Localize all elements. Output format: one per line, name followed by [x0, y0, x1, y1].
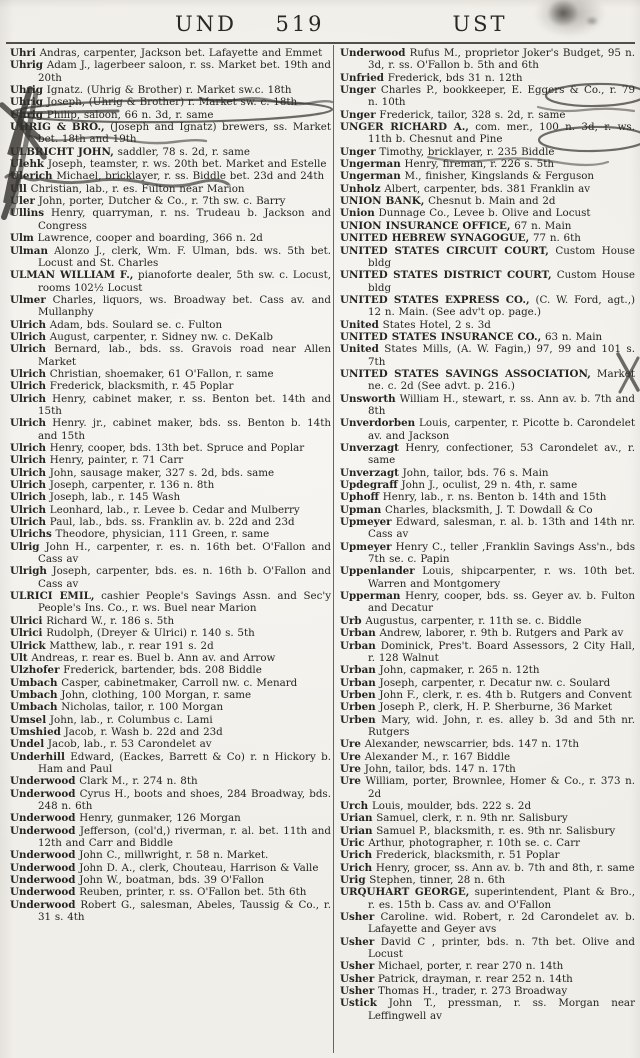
directory-entry: Unger Timothy, bricklayer, r. 235 Biddle — [340, 145, 555, 158]
entry-name: Uhrig — [10, 59, 44, 72]
directory-entry: UNITED STATES EXPRESS CO., (C. W. Ford, agt.,) 12 n. Main. (See adv't op. page.) — [340, 293, 635, 319]
entry-name: URQUHART GEORGE, — [340, 886, 470, 899]
directory-entry: UNITED STATES DISTRICT COURT, Custom House bldg — [340, 269, 635, 294]
entry-name: Uric — [340, 837, 365, 849]
directory-entry: Ulrich Bernard, lab., bds. ss. Gravois road near Allen Market — [10, 343, 331, 368]
entry-name: United — [340, 343, 379, 356]
directory-entry: UHRIG & BRO., (Joseph and Ignatz) brewers, ss. Market bet. 18th and 19th — [10, 121, 331, 146]
entry-name: Ulrich — [10, 454, 46, 467]
directory-entry: Urben Mary, wid. John, r. es. alley b. 3d and 5th nr. Rutgers — [340, 713, 635, 738]
entry-name: Ullins — [10, 207, 44, 220]
directory-entry: Underwood Robert G., salesman, Abeles, Taussig & Co., r. 31 s. 4th — [10, 898, 331, 924]
directory-entry: Ulehk Joseph, teamster, r. ws. 20th bet. Market and Estelle — [10, 158, 327, 171]
entry-name: Uphoff — [340, 491, 379, 504]
directory-entry: Urban Andrew, laborer, r. 9th b. Rutgers and Park av — [340, 627, 624, 640]
header-rule — [6, 42, 635, 44]
entry-name: Ure — [340, 738, 361, 751]
directory-entry: United States Hotel, 2 s. 3d — [340, 318, 491, 331]
directory-entry: Uhri Andras, carpenter, Jackson bet. Lafayette and Emmet — [10, 47, 323, 59]
entry-name: Unverdorben — [340, 417, 416, 430]
entry-name: Usher — [340, 911, 375, 924]
entry-name: Usher — [340, 985, 375, 998]
directory-entry: Ulrici Rudolph, (Dreyer & Ulrici) r. 140 s. 5th — [10, 627, 255, 640]
directory-entry: Urban Dominick, Pres't. Board Assessors, 2 City Hall, r. 128 Walnut — [340, 639, 635, 664]
directory-entry: Ulrich Joseph, carpenter, r. 136 n. 8th — [10, 479, 215, 492]
directory-entry: Underwood John C., millwright, r. 58 n. Market. — [10, 849, 269, 862]
directory-entry: Urben Joseph P., clerk, H. P. Sherburne, 36 Market — [340, 701, 613, 714]
entry-name: Ure — [340, 750, 361, 763]
entry-name: Urch — [340, 799, 369, 812]
ink-smudge-speck — [585, 16, 599, 26]
entry-name: Uhrig — [10, 96, 44, 109]
entry-name: Uhrig — [10, 108, 44, 121]
directory-entry: Uric Arthur, photographer, r. 10th se. c. Carr — [340, 837, 581, 849]
entry-name: Upmeyer — [340, 516, 392, 529]
directory-entry: Ulrich Adam, bds. Soulard se. c. Fulton — [10, 318, 223, 331]
directory-entry: Underwood Cyrus H., boots and shoes, 284 Broadway, bds. 248 n. 6th — [10, 787, 331, 812]
directory-entry: Ulzhofer Frederick, bartender, bds. 208 Biddle — [10, 664, 262, 677]
directory-entry: Upman Charles, blacksmith, J. T. Dowdall & Co — [340, 503, 593, 516]
directory-entry: Urig Stephen, tinner, 28 n. 6th — [340, 874, 506, 887]
directory-entry: Ure Alexander M., r. 167 Biddle — [340, 750, 511, 763]
entry-name: Ulehk — [10, 158, 45, 171]
entry-name: Umbach — [10, 701, 58, 714]
directory-entry: Ulrich Joseph, lab., r. 145 Wash — [10, 491, 181, 504]
entry-name: Underwood — [10, 824, 76, 837]
directory-entry: Ulrich Paul, lab., bds. ss. Franklin av. b. 22d and 23d — [10, 516, 295, 529]
directory-entry: Ulrich Frederick, blacksmith, r. 45 Poplar — [10, 380, 234, 393]
directory-entry: Ulmer Charles, liquors, ws. Broadway bet. Cass av. and Mullanphy — [10, 293, 331, 319]
entry-name: Unsworth — [340, 392, 396, 405]
directory-entry: Umbach John, clothing, 100 Morgan, r. same — [10, 688, 252, 701]
entry-name: Ulm — [10, 232, 34, 245]
directory-entry: Unsworth William H., stewart, r. ss. Ann av. b. 7th and 8th — [340, 392, 635, 417]
entry-name: Urian — [340, 812, 373, 825]
entry-name: Ulerich — [10, 170, 53, 183]
entry-name: Urban — [340, 639, 376, 652]
entry-name: Upman — [340, 503, 382, 516]
entry-name: Ulrick — [10, 639, 46, 652]
directory-entry: Uler John, porter, Dutcher & Co., r. 7th sw. c. Barry — [10, 195, 286, 208]
directory-entry: Underwood Rufus M., proprietor Joker's Budget, 95 n. 3d, r. ss. O'Fallon b. 5th and 6th — [340, 47, 635, 72]
entry-name: Unfried — [340, 71, 384, 84]
entry-name: Umshied — [10, 725, 61, 738]
entry-name: Underwood — [10, 775, 76, 788]
entry-name: Underwood — [10, 849, 76, 862]
entry-name: UHRIG & BRO., — [10, 121, 105, 134]
directory-entry: Underwood Henry, gunmaker, 126 Morgan — [10, 812, 241, 825]
entry-name: Ure — [340, 762, 361, 775]
entry-name: UNITED STATES DISTRICT COURT, — [340, 269, 552, 282]
entry-name: UNITED STATES EXPRESS CO., — [340, 293, 530, 306]
entry-name: Ulrici — [10, 614, 43, 627]
directory-entry: Undel Jacob, lab., r. 53 Carondelet av — [10, 738, 212, 751]
entry-name: Ulrich — [10, 367, 46, 380]
directory-entry: Unfried Frederick, bds 31 n. 12th — [340, 71, 523, 84]
directory-entry: Underwood Reuben, printer, r. ss. O'Fallon bet. 5th 6th — [10, 886, 307, 899]
directory-entry: Urban Joseph, carpenter, r. Decatur nw. c. Soulard — [340, 676, 611, 689]
entry-name: Union — [340, 207, 375, 220]
directory-entry: Ulerich Michael, bricklayer, r. ss. Biddle bet. 23d and 24th — [10, 170, 325, 183]
entry-name: Unger — [340, 108, 376, 121]
entry-name: Urig — [340, 874, 366, 887]
directory-entry: Ulman Alonzo J., clerk, Wm. F. Ulman, bds. ws. 5th bet. Locust and St. Charles — [10, 244, 331, 269]
directory-entry: Unholz Albert, carpenter, bds. 381 Franklin av — [340, 182, 591, 195]
directory-entry: Underwood Clark M., r. 274 n. 8th — [10, 775, 198, 788]
entry-name: UNITED HEBREW SYNAGOGUE, — [340, 232, 530, 245]
entry-name: UNITED STATES SAVINGS ASSOCIATION, — [340, 367, 591, 380]
directory-entry: Ure John, tailor, bds. 147 n. 17th — [340, 762, 516, 775]
entry-name: Updegraff — [340, 479, 398, 492]
entry-name: Ulrich — [10, 330, 46, 343]
directory-entry: ULRICI EMIL, cashier People's Savings Assn. and Sec'y People's Ins. Co., r. ws. Buel near Marion — [10, 590, 332, 615]
directory-entry: Unger Frederick, tailor, 328 s. 2d, r. same — [340, 108, 566, 121]
entry-name: Ulrich — [10, 380, 46, 393]
entry-name: Ulrich — [10, 466, 46, 479]
directory-entry: UNGER RICHARD A., com. mer., 100 n. 3d, r. ws. 11th b. Chesnut and Pine — [340, 121, 635, 146]
directory-entry: Ulrich John, sausage maker, 327 s. 2d, bds. same — [10, 466, 275, 479]
directory-entry: UNION BANK, Chesnut b. Main and 2d — [340, 195, 556, 208]
directory-entry: Uhrig Philip, saloon, 66 n. 3d, r. same — [10, 108, 214, 121]
directory-entry: Urben John F., clerk, r. es. 4th b. Rutgers and Convent — [340, 688, 632, 701]
entry-name: Urban — [340, 676, 376, 689]
directory-entry: Underwood John W., boatman, bds. 39 O'Fallon — [10, 874, 265, 887]
entry-name: Umbach — [10, 688, 58, 701]
directory-entry: Uhrig Adam J., lagerbeer saloon, r. ss. Market bet. 19th and 20th — [10, 59, 331, 84]
directory-entry: Ulrich Leonhard, lab., r. Levee b. Cedar and Mulberry — [10, 503, 300, 516]
directory-entry: Ulrig John H., carpenter, r. es. n. 16th bet. O'Fallon and Cass av — [10, 540, 331, 566]
directory-entry: Uhrig Joseph, (Uhrig & Brother) r. Market sw. c. 18th — [10, 96, 298, 109]
entry-name: Unger — [340, 84, 376, 97]
directory-entry: Umsel John, lab., r. Columbus c. Lami — [10, 713, 213, 726]
entry-name: Ulrich — [10, 343, 46, 356]
directory-entry: Ulrich Henry, painter, r. 71 Carr — [10, 454, 184, 467]
entry-name: ULRICI EMIL, — [10, 590, 95, 603]
directory-entry: Ult Andreas, r. rear es. Buel b. Ann av. and Arrow — [10, 651, 276, 664]
directory-column-right — [340, 47, 635, 1022]
entry-name: Ulrich — [10, 392, 46, 405]
entry-name: Unverzagt — [340, 442, 399, 454]
entry-name: Ulrich — [10, 417, 46, 430]
entry-name: Ulmer — [10, 293, 46, 306]
directory-entry: Uhrig Ignatz. (Uhrig & Brother) r. Market sw.c. 18th — [10, 84, 292, 97]
directory-entry: Union Dunnage Co., Levee b. Olive and Locust — [340, 207, 591, 220]
entry-name: UNGER RICHARD A., — [340, 121, 469, 134]
directory-column-left — [10, 47, 331, 923]
entry-name: Unholz — [340, 182, 381, 195]
entry-name: Ulrich — [10, 503, 46, 516]
directory-entry: Ulrigh Joseph, carpenter, bds. es. n. 16th b. O'Fallon and Cass av — [10, 565, 331, 590]
entry-name: UNITED STATES CIRCUIT COURT, — [340, 244, 549, 257]
entry-name: Undel — [10, 738, 45, 751]
directory-entry: Ulrici Richard W., r. 186 s. 5th — [10, 614, 175, 627]
entry-name: Urich — [340, 849, 373, 862]
directory-entry: Upperman Henry, cooper, bds. ss. Geyer av. b. Fulton and Decatur — [340, 590, 635, 615]
ink-smudge-halo — [533, 0, 607, 38]
entry-name: Usher — [340, 935, 375, 948]
directory-entry: Ulrich Henry, cabinet maker, r. ss. Benton bet. 14th and 15th — [10, 392, 331, 417]
entry-name: Ustick — [340, 997, 377, 1010]
entry-name: Ulman — [10, 244, 48, 257]
directory-entry: Ulrich Christian, shoemaker, 61 O'Fallon, r. same — [10, 367, 274, 380]
directory-entry: Usher Thomas H., trader, r. 273 Broadway — [340, 985, 568, 998]
directory-entry: Umbach Casper, cabinetmaker, Carroll nw. c. Menard — [10, 676, 298, 689]
directory-entry: Ulrich Henry. jr., cabinet maker, bds. ss. Benton b. 14th and 15th — [10, 417, 331, 442]
directory-entry: Ure William, porter, Brownlee, Homer & Co., r. 373 n. 2d — [340, 775, 635, 800]
directory-entry: Umshied Jacob, r. Wash b. 22d and 23d — [10, 725, 223, 738]
entry-name: ULBRICHT JOHN, — [10, 145, 114, 158]
directory-entry: ULBRICHT JOHN, saddler, 78 s. 2d, r. same — [10, 145, 251, 158]
column-divider — [333, 45, 334, 1053]
directory-entry: Upmeyer Edward, salesman, r. al. b. 13th and 14th nr. Cass av — [340, 516, 635, 541]
directory-entry: ULMAN WILLIAM F., pianoforte dealer, 5th sw. c. Locust, rooms 102½ Locust — [10, 269, 332, 294]
header-letters-right: UST — [452, 12, 508, 36]
directory-entry: Uphoff Henry, lab., r. ns. Benton b. 14th and 15th — [340, 491, 607, 504]
directory-entry: Urb Augustus, carpenter, r. 11th se. c. Biddle — [340, 614, 582, 627]
entry-name: Ulrich — [10, 516, 46, 529]
directory-entry: Ullins Henry, quarryman, r. ns. Trudeau b. Jackson and Congress — [10, 207, 331, 232]
entry-name: Umsel — [10, 713, 47, 726]
entry-name: Urich — [340, 861, 373, 874]
directory-entry: Ulrich August, carpenter, r. Sidney nw. c. DeKalb — [10, 330, 273, 343]
entry-name: Ulrichs — [10, 528, 52, 541]
directory-entry: Ull Christian, lab., r. es. Fulton near Marion — [10, 182, 245, 195]
directory-entry: Ustick John T., pressman, r. ss. Morgan near Leffingwell av — [340, 997, 635, 1022]
directory-entry: Urich Frederick, blacksmith, r. 51 Poplar — [340, 849, 560, 862]
entry-name: Urban — [340, 664, 376, 677]
entry-name: Usher — [340, 972, 375, 985]
entry-name: Uppenlander — [340, 565, 415, 578]
entry-name: Uhri — [10, 47, 36, 59]
directory-entry: Ungerman Henry, fireman, r. 226 s. 5th — [340, 158, 554, 171]
directory-entry: Underwood John D. A., clerk, Chouteau, Harrison & Valle — [10, 861, 319, 874]
entry-name: Uler — [10, 195, 35, 208]
entry-name: United — [340, 318, 379, 331]
entry-name: Umbach — [10, 676, 58, 689]
header-letters-left: UND — [175, 12, 237, 36]
entry-name: Ulrig — [10, 540, 40, 553]
entry-name: Unverzagt — [340, 466, 399, 479]
entry-name: Ure — [340, 775, 361, 788]
directory-entry: Urch Louis, moulder, bds. 222 s. 2d — [340, 799, 532, 812]
directory-entry: Uppenlander Louis, shipcarpenter, r. ws. 10th bet. Warren and Montgomery — [340, 565, 635, 590]
entry-name: Urben — [340, 701, 376, 714]
entry-name: Ull — [10, 182, 27, 195]
directory-entry: UNITED STATES INSURANCE CO., 63 n. Main — [340, 330, 603, 343]
entry-name: Ulrigh — [10, 565, 47, 578]
directory-entry: UNITED STATES SAVINGS ASSOCIATION, Market ne. c. 2d (See advt. p. 216.) — [340, 367, 635, 393]
directory-entry: Urich Henry, grocer, ss. Ann av. b. 7th and 8th, r. same — [340, 861, 635, 874]
directory-entry: Urian Samuel P., blacksmith, r. es. 9th nr. Salisbury — [340, 824, 616, 837]
entry-name: Underwood — [10, 812, 76, 825]
entry-name: Underwood — [10, 874, 76, 887]
directory-entry: Unverdorben Louis, carpenter, r. Picotte b. Carondelet av. and Jackson — [340, 417, 635, 442]
entry-name: Ulzhofer — [10, 664, 60, 677]
directory-entry: Ure Alexander, newscarrier, bds. 147 n. 17th — [340, 738, 579, 751]
entry-name: Underwood — [340, 47, 406, 59]
directory-entry: Unverzagt John, tailor, bds. 76 s. Main — [340, 466, 549, 479]
entry-name: Ulrich — [10, 491, 46, 504]
entry-name: Ulrich — [10, 442, 46, 454]
entry-name: Underwood — [10, 886, 76, 899]
directory-entry: Underwood Jefferson, (col'd,) riverman, r. al. bet. 11th and 12th and Carr and Biddle — [10, 824, 331, 849]
directory-entry: Updegraff John J., oculist, 29 n. 4th, r. same — [340, 479, 578, 492]
entry-name: Ult — [10, 651, 28, 664]
entry-name: Uhrig — [10, 84, 44, 97]
directory-entry: UNION INSURANCE OFFICE, 67 n. Main — [340, 219, 572, 232]
directory-entry: Ulrick Matthew, lab., r. rear 191 s. 2d — [10, 639, 214, 652]
entry-name: Underwood — [10, 861, 76, 874]
ink-smudge-core — [546, 0, 580, 28]
directory-entry: UNITED STATES CIRCUIT COURT, Custom House bldg — [340, 244, 635, 269]
entry-name: Ungerman — [340, 170, 401, 183]
directory-entry: Umbach Nicholas, tailor, r. 100 Morgan — [10, 701, 224, 714]
directory-entry: United States Mills, (A. W. Fagin,) 97, 99 and 101 s. 7th — [340, 343, 635, 368]
directory-entry: Urian Samuel, clerk, r. n. 9th nr. Salisbury — [340, 812, 568, 825]
entry-name: UNION INSURANCE OFFICE, — [340, 219, 511, 232]
directory-entry: Usher Michael, porter, r. rear 270 n. 14th — [340, 960, 564, 973]
directory-entry: Usher Caroline. wid. Robert, r. 2d Carondelet av. b. Lafayette and Geyer avs — [340, 911, 635, 936]
directory-entry: Usher David C , printer, bds. n. 7th bet. Olive and Locust — [340, 935, 635, 961]
entry-name: Ulrich — [10, 479, 46, 492]
directory-entry: UNITED HEBREW SYNAGOGUE, 77 n. 6th — [340, 232, 581, 245]
directory-entry: URQUHART GEORGE, superintendent, Plant & Bro., r. es. 15th b. Cass av. and O'Fallon — [340, 886, 635, 911]
directory-entry: Upmeyer Henry C., teller ,Franklin Savings Ass'n., bds 7th se. c. Papin — [340, 540, 635, 566]
entry-name: Urban — [340, 627, 376, 640]
directory-entry: Ulm Lawrence, cooper and boarding, 366 n. 2d — [10, 232, 263, 245]
entry-name: Underwood — [10, 898, 76, 911]
entry-name: Upmeyer — [340, 540, 392, 553]
entry-name: Ulrici — [10, 627, 43, 640]
entry-name: UNION BANK, — [340, 195, 425, 208]
entry-name: Underwood — [10, 787, 76, 800]
entry-name: Ungerman — [340, 158, 401, 171]
entry-name: Ulrich — [10, 318, 46, 331]
entry-name: Urben — [340, 713, 376, 726]
entry-name: Unger — [340, 145, 376, 158]
directory-entry: Ungerman M., finisher, Kingslands & Ferguson — [340, 170, 595, 183]
directory-entry: Ulrichs Theodore, physician, 111 Green, r. same — [10, 528, 270, 541]
entry-name: Urb — [340, 614, 362, 627]
entry-name: Upperman — [340, 590, 401, 603]
directory-entry: Unger Charles P., bookkeeper, E. Eggers & Co., r. 79 n. 10th — [340, 84, 635, 109]
entry-name: Usher — [340, 960, 375, 973]
page-number: 519 — [275, 12, 325, 36]
directory-entry: Unverzagt Henry, confectioner, 53 Carondelet av., r. same — [340, 442, 635, 467]
directory-entry: Urban John, capmaker, r. 265 n. 12th — [340, 664, 540, 677]
entry-name: UNITED STATES INSURANCE CO., — [340, 330, 542, 343]
entry-name: Urben — [340, 688, 376, 701]
entry-name: ULMAN WILLIAM F., — [10, 269, 134, 282]
entry-name: Urian — [340, 824, 373, 837]
directory-entry: Underhill Edward, (Eackes, Barrett & Co) r. n Hickory b. Ham and Paul — [10, 750, 331, 775]
directory-entry: Ulrich Henry, cooper, bds. 13th bet. Spruce and Poplar — [10, 442, 305, 454]
entry-name: Underhill — [10, 750, 65, 763]
directory-entry: Usher Patrick, drayman, r. rear 252 n. 14th — [340, 972, 573, 985]
